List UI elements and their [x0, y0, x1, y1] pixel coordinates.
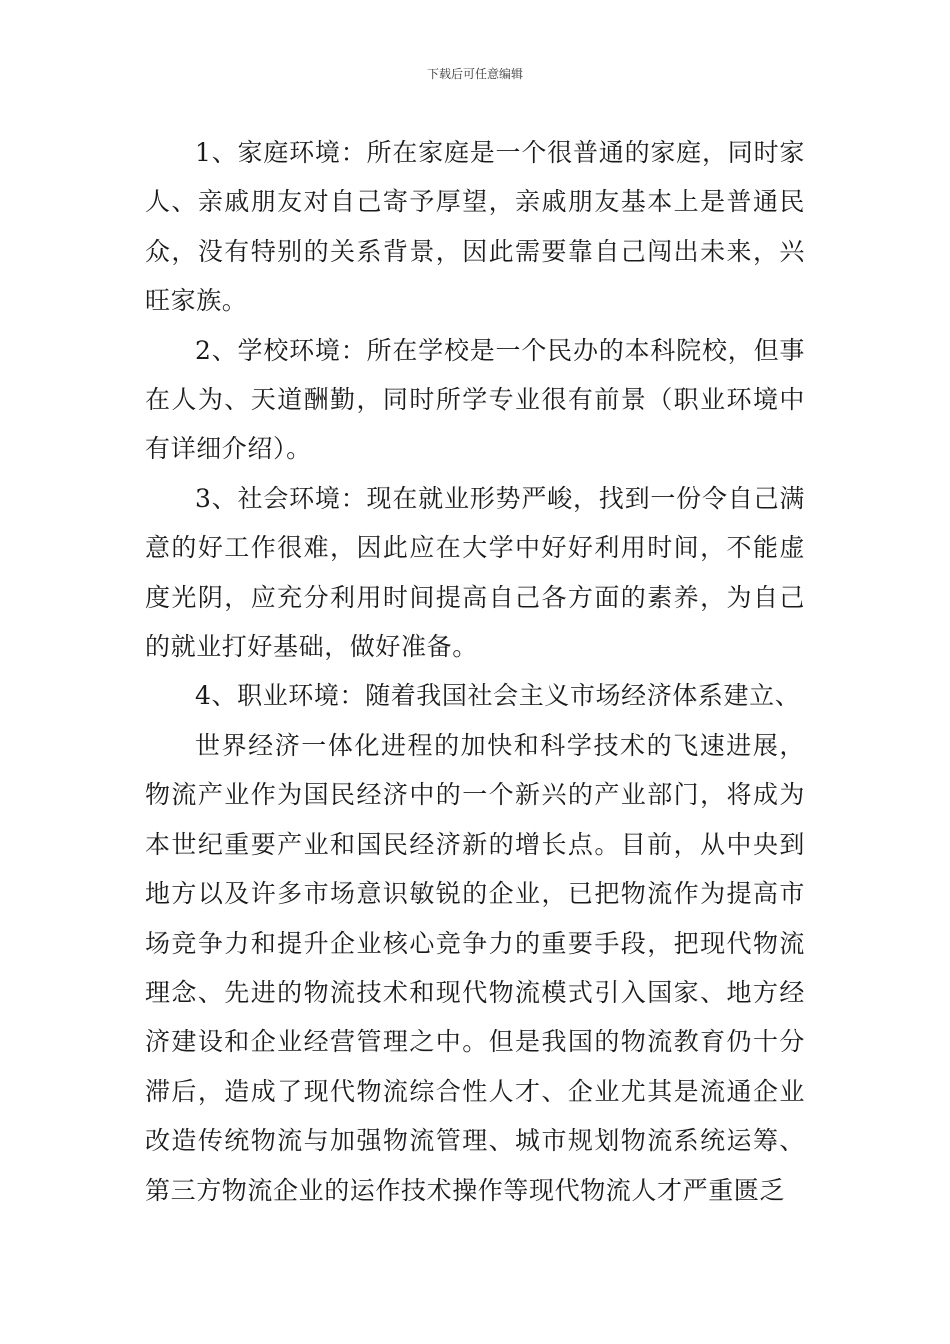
paragraph-family-environment: 1、家庭环境：所在家庭是一个很普通的家庭，同时家人、亲戚朋友对自己寄予厚望，亲戚朋友基本上是普通民众，没有特别的关系背景，因此需要靠自己闯出未来，兴旺家族。 — [145, 138, 805, 316]
paragraph-career-environment-heading: 4、职业环境：随着我国社会主义市场经济体系建立、 — [195, 681, 801, 711]
paragraph-school-environment: 2、学校环境：所在学校是一个民办的本科院校，但事在人为、天道酬勤，同时所学专业很有前景（职业环境中有详细介绍）。 — [145, 335, 805, 464]
paragraph-social-environment: 3、社会环境：现在就业形势严峻，找到一份令自己满意的好工作很难，因此应在大学中好好利用时间，不能虚度光阴，应充分利用时间提高自己各方面的素养，为自己的就业打好基础，做好准备。 — [145, 483, 805, 662]
page-header: 下载后可任意编辑 — [426, 67, 523, 81]
document-body — [145, 128, 805, 1215]
paragraph-logistics-industry: 世界经济一体化进程的加快和科学技术的飞速进展，物流产业作为国民经济中的一个新兴的产业部门，将成为本世纪重要产业和国民经济新的增长点。目前，从中央到地方以及许多市场意识敏锐的企业，已把物流作为提高市场竞争力和提升企业核心竞争力的重要手段，把现代物流理念、先进的物流技术和现代物流模式引入国家、地方经济建设和企业经营管理之中。但是我国的物流教育仍十分滞后，造成了现代物流综合性人才、企业尤其是流通企业改造传统物流与加强物流管理、城市规划物流系统运筹、第三方物流企业的运作技术操作等现代物流人才严重匮乏 — [145, 730, 805, 1205]
